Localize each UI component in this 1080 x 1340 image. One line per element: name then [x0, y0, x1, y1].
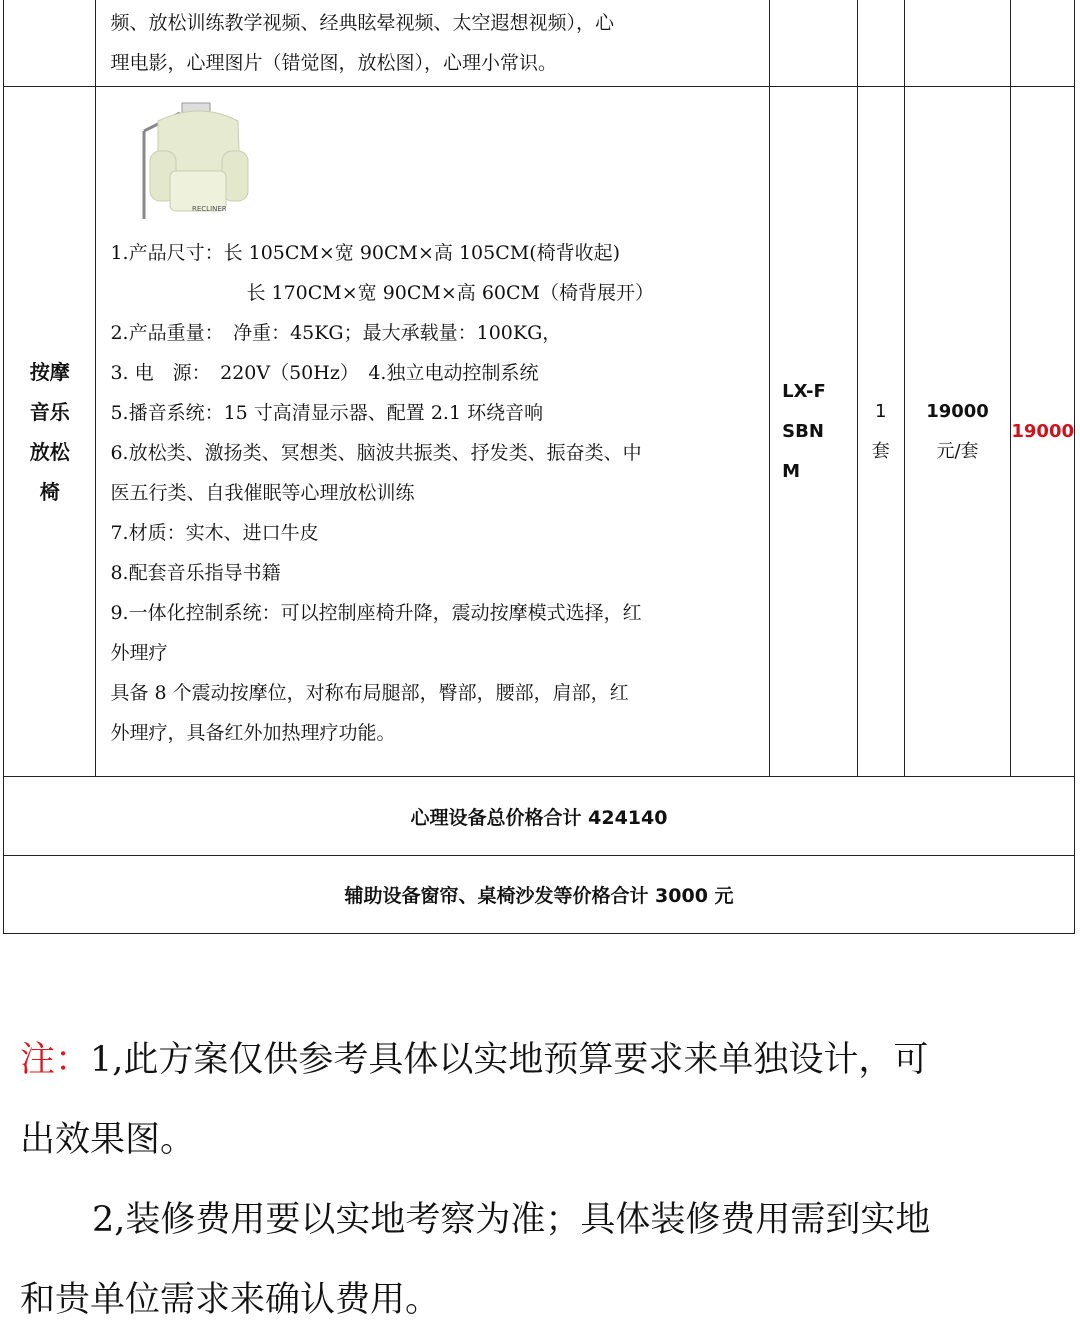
total-cell [1011, 0, 1075, 87]
note-line: 2,装修费用要以实地考察为准；具体装修费用需到实地 [92, 1200, 931, 1240]
note-line: 和贵单位需求来确认费用。 [20, 1280, 441, 1320]
desc-line: 9.一体化控制系统：可以控制座椅升降，震动按摩模式选择，红 [110, 602, 642, 624]
desc-line: 5.播音系统：15 寸高清显示器、配置 2.1 环绕音响 [110, 402, 544, 424]
table-row [4, 777, 1075, 856]
model-line: M [782, 460, 801, 482]
desc-line: 7.材质：实木、进口牛皮 [110, 522, 319, 544]
model-line: LX-F [782, 380, 826, 402]
desc-line: 频、放松训练教学视频、经典眩晕视频、太空遐想视频），心 [110, 12, 614, 34]
price-line: 19000 [926, 400, 989, 422]
table-row [4, 0, 1075, 87]
desc-line: 6.放松类、激扬类、冥想类、脑波共振类、抒发类、振奋类、中 [110, 442, 642, 464]
product-name [4, 87, 96, 777]
price-cell [904, 87, 1011, 777]
name-line: 按摩 [29, 359, 70, 384]
desc-line: 8.配套音乐指导书籍 [110, 562, 281, 584]
name-line: 音乐 [29, 399, 70, 424]
svg-text:RECLINER: RECLINER [192, 205, 228, 213]
model-cell [770, 87, 858, 777]
aux-total: 辅助设备窗帘、桌椅沙发等价格合计 3000 元 [4, 856, 1075, 934]
note-line [20, 1020, 1065, 1100]
price-unit: 元/套 [936, 440, 979, 462]
name-line: 椅 [39, 479, 60, 504]
note-line: 出效果图。 [20, 1120, 196, 1160]
desc-cell [96, 0, 770, 87]
note-text: 1,此方案仅供参考具体以实地预算要求来单独设计，可 [90, 1040, 929, 1080]
table-row [4, 87, 1075, 777]
model-cell [770, 0, 858, 87]
model-line: SBN [782, 420, 824, 442]
price-cell [904, 0, 1011, 87]
qty-line: 套 [871, 440, 890, 462]
desc-line: 2.产品重量： 净重：45KG；最大承载量：100KG， [110, 322, 562, 344]
massage-chair-image [130, 101, 250, 221]
desc-line: 外理疗，具备红外加热理疗功能。 [110, 722, 396, 744]
product-desc [96, 87, 770, 777]
qty-cell [857, 87, 904, 777]
total-cell: 19000 [1011, 87, 1075, 777]
note-label: 注： [20, 1040, 91, 1080]
name-line: 放松 [29, 439, 70, 464]
quote-table [3, 0, 1075, 934]
desc-line: 理电影，心理图片（错觉图，放松图），心理小常识。 [110, 52, 557, 74]
qty-line: 1 [875, 400, 887, 422]
name-cell [4, 0, 96, 87]
table-row [4, 856, 1075, 934]
qty-cell [857, 0, 904, 87]
desc-line: 外理疗 [110, 642, 168, 664]
desc-line: 医五行类、自我催眠等心理放松训练 [110, 482, 415, 504]
notes [20, 1020, 1065, 1340]
desc-line: 具备 8 个震动按摩位，对称布局腿部，臀部，腰部，肩部，红 [110, 682, 629, 704]
desc-line: 1.产品尺寸：长 105CM×宽 90CM×高 105CM(椅背收起) [110, 242, 621, 264]
psych-total: 心理设备总价格合计 424140 [4, 777, 1075, 856]
desc-line: 3. 电 源： 220V（50Hz） 4.独立电动控制系统 [110, 362, 539, 384]
desc-line: 长 170CM×宽 90CM×高 60CM（椅背展开） [246, 282, 654, 304]
